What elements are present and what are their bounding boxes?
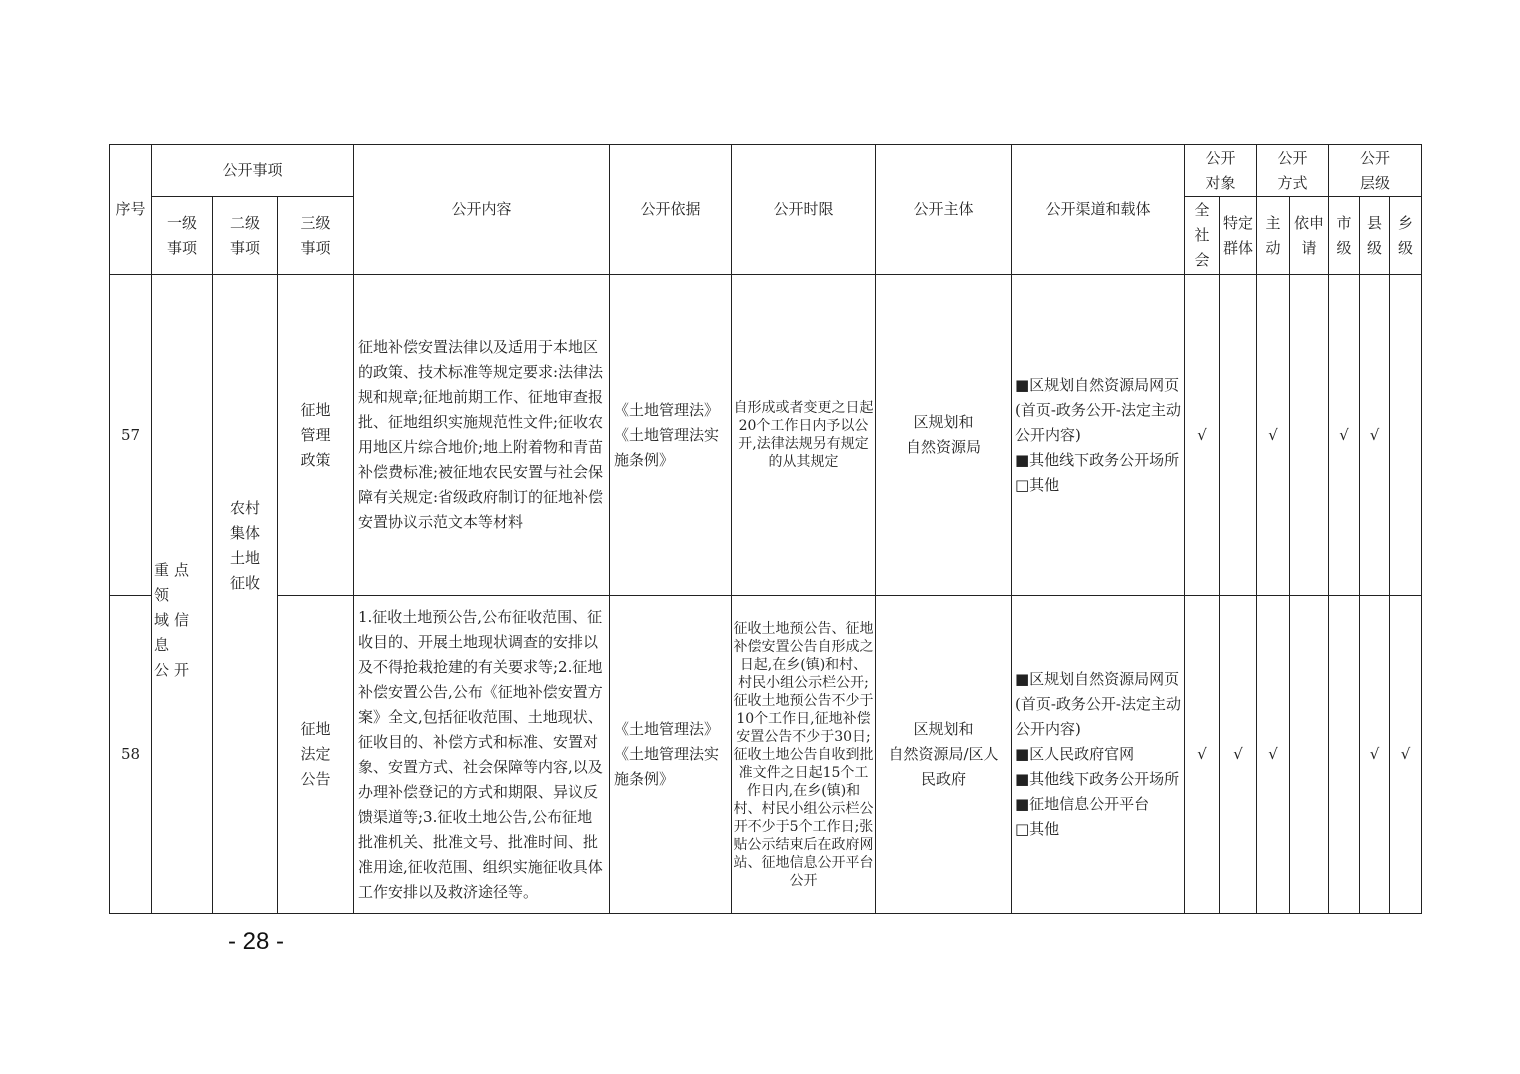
header-seq: 序号 [110, 145, 152, 275]
channel-list [1012, 596, 1185, 914]
check-specific-group: √ [1220, 596, 1257, 914]
check-county: √ [1360, 275, 1390, 596]
channel-item: □其他 [1015, 475, 1060, 494]
channel-item: ■其他线下政务公开场所 [1015, 450, 1180, 469]
disclosure-table [109, 144, 1422, 914]
header-method-group: 公开 方式 [1257, 145, 1329, 197]
header-basis: 公开依据 [610, 145, 732, 275]
header-on-request: 依申 请 [1290, 197, 1329, 275]
channel-item: ■区规划自然资源局网页(首页-政务公开-法定主动公开内容) [1015, 375, 1181, 444]
level2-text: 农村 集体 土地 征收 [229, 499, 260, 592]
check-all-society: √ [1185, 596, 1220, 914]
channel-item: ■其他线下政务公开场所 [1015, 770, 1180, 788]
channel-list [1012, 275, 1185, 596]
header-township: 乡 级 [1390, 197, 1422, 275]
level1-item [152, 275, 213, 914]
check-township [1390, 275, 1422, 596]
header-level1: 一级 事项 [152, 197, 213, 275]
level1-line: 域信息 [154, 611, 195, 654]
header-items-group: 公开事项 [152, 145, 354, 197]
header-channel: 公开渠道和载体 [1012, 145, 1185, 275]
content-text: 1.征收土地预公告,公布征收范围、征收目的、开展土地现状调查的安排以及不得抢栽抢建的有关要求等;2.征地补偿安置公告,公布《征地补偿安置方案》全文,包括征收范围、土地现状、征收目的、补偿方式和标准、安置对象、安置方式、社会保障等内容,以及办理补偿登记的方式和期限、异议反馈渠道等;3.征收土地公告,公布征地批准机关、批准文号、批准时间、批准用途,征收范围、组织实施征收具体工作安排以及救济途径等。 [354, 596, 610, 914]
check-township: √ [1390, 596, 1422, 914]
basis-text: 《土地管理法》 《土地管理法实施条例》 [610, 596, 732, 914]
subject-text: 区规划和 自然资源局/区人 民政府 [876, 596, 1012, 914]
deadline-text: 征收土地预公告、征地补偿安置公告自形成之日起,在乡(镇)和村、村民小组公示栏公开;征收土地预公告不少于10个工作日,征地补偿安置公告不少于30日;征收土地公告自收到批准文件之日起15个工作日内,在乡(镇)和村、村民小组公示栏公开不少于5个工作日;张贴公示结束后在政府网站、征地信息公开平台公开 [732, 596, 876, 914]
table-row [110, 275, 1422, 596]
level3-item: 征地 法定 公告 [278, 596, 354, 914]
header-deadline: 公开时限 [732, 145, 876, 275]
header-content: 公开内容 [354, 145, 610, 275]
basis-text: 《土地管理法》 《土地管理法实施条例》 [610, 275, 732, 596]
header-county: 县 级 [1360, 197, 1390, 275]
channel-item: ■征地信息公开平台 [1015, 795, 1150, 813]
check-on-request [1290, 275, 1329, 596]
subject-text: 区规划和 自然资源局 [876, 275, 1012, 596]
page-number: - 28 - [228, 928, 285, 955]
check-specific-group [1220, 275, 1257, 596]
header-all-society: 全 社 会 [1185, 197, 1220, 275]
header-level-group: 公开 层级 [1329, 145, 1422, 197]
level1-line: 公开 [154, 661, 195, 679]
row-seq: 58 [110, 596, 152, 914]
level2-item [213, 275, 278, 914]
row-seq: 57 [110, 275, 152, 596]
check-county: √ [1360, 596, 1390, 914]
check-city: √ [1329, 275, 1360, 596]
header-target-group: 公开 对象 [1185, 145, 1257, 197]
header-city: 市 级 [1329, 197, 1360, 275]
table-row [110, 596, 1422, 914]
check-active: √ [1257, 275, 1290, 596]
level3-item: 征地 管理 政策 [278, 275, 354, 596]
channel-item: ■区人民政府官网 [1015, 745, 1135, 763]
deadline-text: 自形成或者变更之日起20个工作日内予以公开,法律法规另有规定的从其规定 [732, 275, 876, 596]
content-text: 征地补偿安置法律以及适用于本地区的政策、技术标准等规定要求:法律法规和规章;征地前期工作、征地审查报批、征地组织实施规范性文件;征收农用地区片综合地价;地上附着物和青苗补偿费标准;被征地农民安置与社会保障有关规定:省级政府制订的征地补偿安置协议示范文本等材料 [354, 275, 610, 596]
channel-item: □其他 [1015, 820, 1060, 838]
header-level2: 二级 事项 [213, 197, 278, 275]
level1-line: 重点领 [154, 561, 195, 604]
header-subject: 公开主体 [876, 145, 1012, 275]
check-all-society: √ [1185, 275, 1220, 596]
header-level3: 三级 事项 [278, 197, 354, 275]
header-specific-group: 特定 群体 [1220, 197, 1257, 275]
check-city [1329, 596, 1360, 914]
channel-item: ■区规划自然资源局网页(首页-政务公开-法定主动公开内容) [1015, 670, 1181, 738]
check-on-request [1290, 596, 1329, 914]
check-active: √ [1257, 596, 1290, 914]
header-active: 主 动 [1257, 197, 1290, 275]
